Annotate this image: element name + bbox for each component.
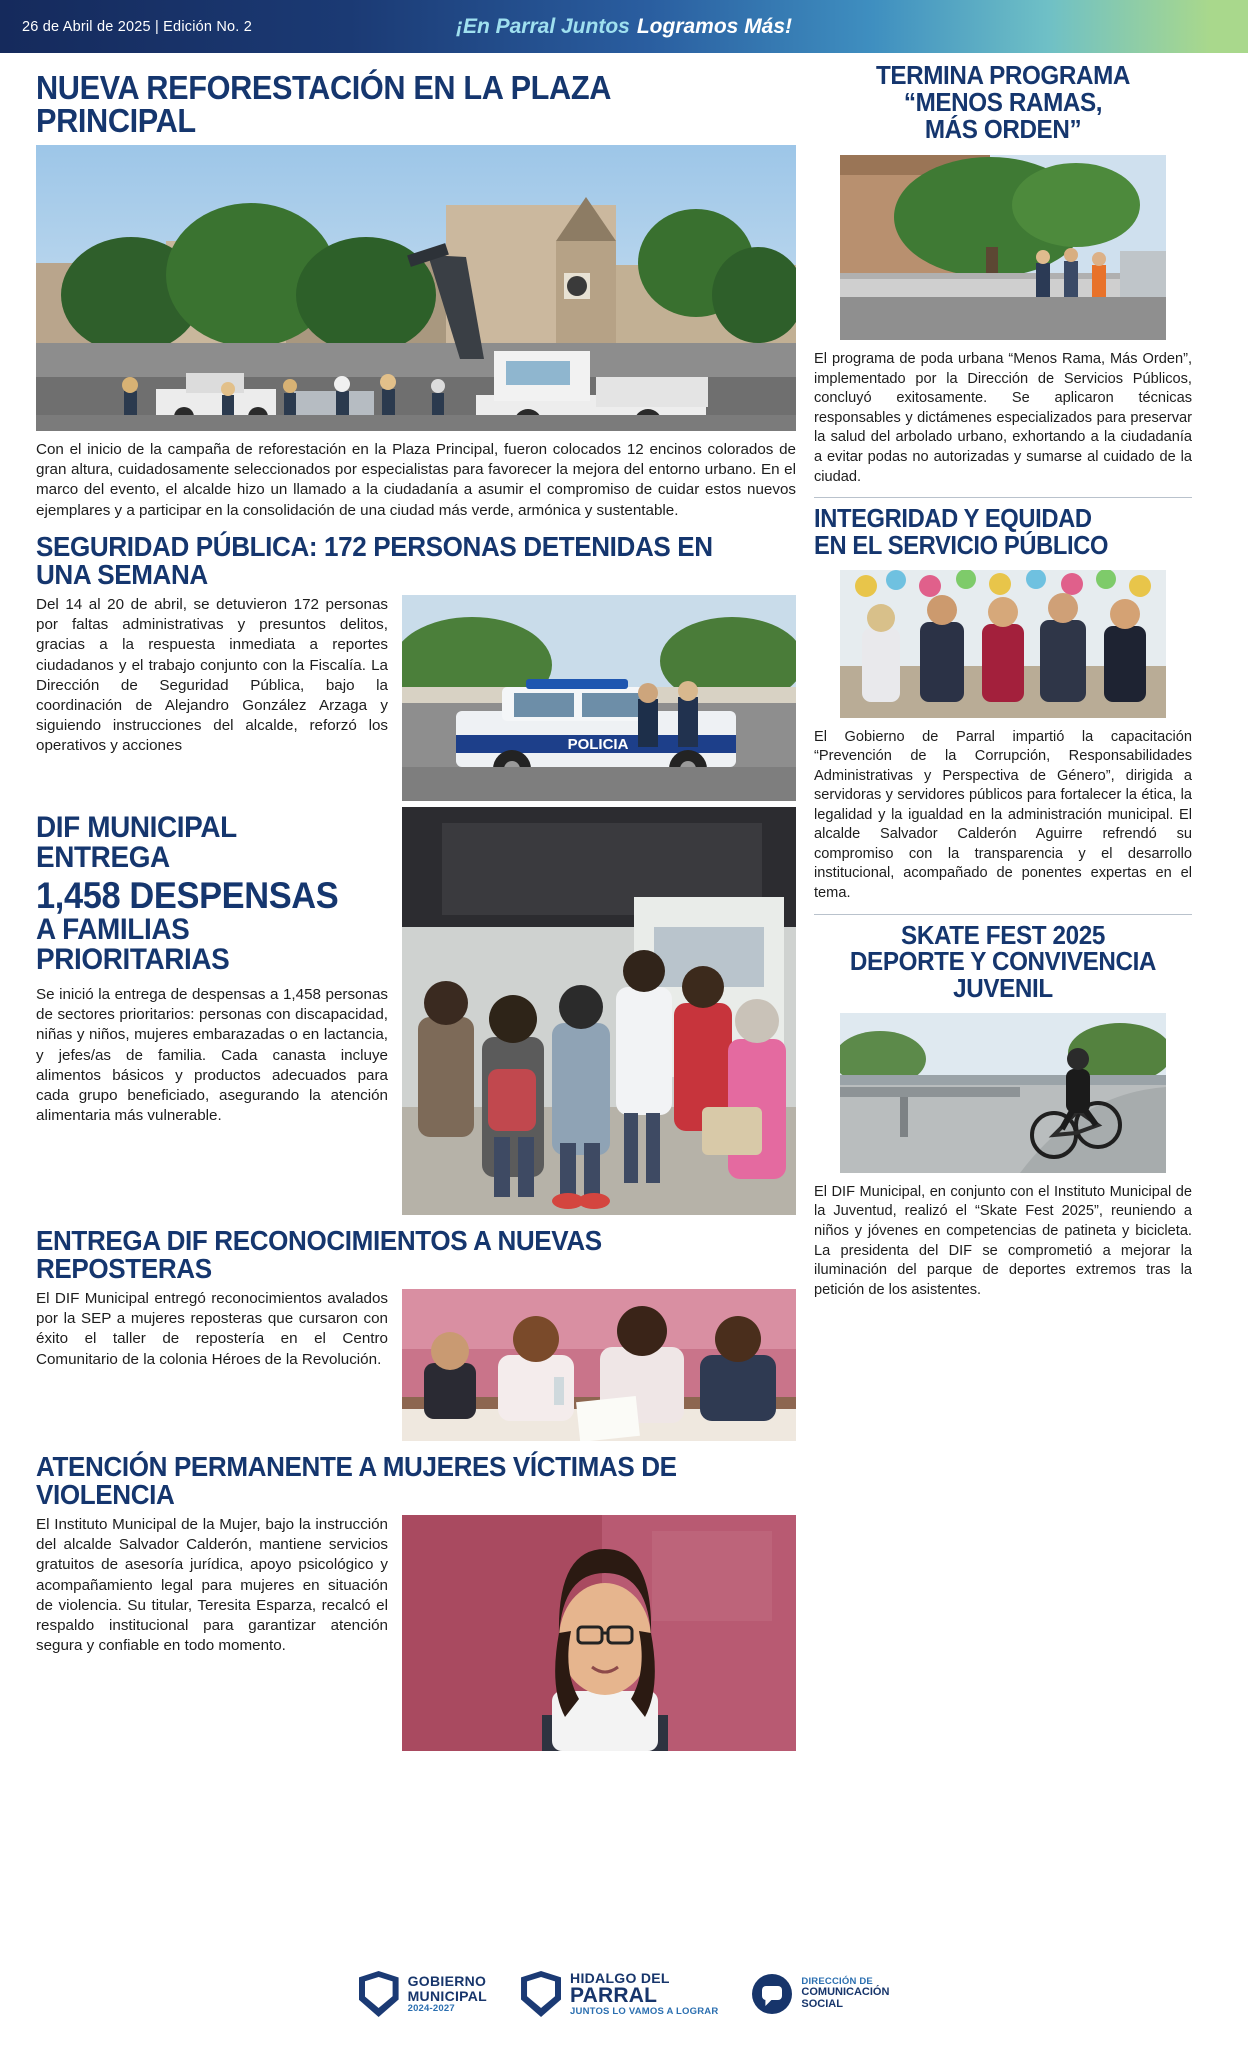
logo1-line1: GOBIERNO	[407, 1973, 487, 1990]
photo-poda	[840, 155, 1166, 340]
article-despensas	[36, 807, 796, 1215]
footer-logos	[0, 1940, 1248, 2048]
photo-mujeres-graphic	[402, 1515, 796, 1751]
logo3-line1: DIRECCIÓN DE	[801, 1976, 873, 1988]
crest-parral-icon	[521, 1971, 561, 2017]
body-integridad: El Gobierno de Parral impartió la capacitación “Prevención de la Corrupción, Responsabilidades Administrativas y Perspectiva de Género”, dirigida a servidoras y servidores públicos para fortalecer la ética, la legalidad y la igualdad en la administración municipal. El alcalde Salvador Calderón Aguirre refrendó su compromiso con la transparencia y el desarrollo institucional, acompañado de ponentes expertas en el tema.	[814, 728, 1192, 902]
article-seguridad	[36, 530, 796, 801]
logo3-line3: SOCIAL	[801, 1997, 843, 2010]
article-reforestacion	[36, 71, 796, 521]
article-reposteras	[36, 1224, 796, 1441]
photo-despensas	[402, 807, 796, 1215]
photo-reposteras	[402, 1289, 796, 1441]
masthead-slogan	[456, 15, 792, 39]
body-seguridad: Del 14 al 20 de abril, se detuvieron 172 personas por faltas administrativas y presuntos delitos, gracias a la respuesta inmediata a reportes ciudadanos y el trabajo conjunto con la Fiscalía. La Dirección de Seguridad Pública, bajo la coordinación de Alejandro González Arzaga y siguiendo instrucciones del alcalde, reforzó los operativos y acciones	[36, 595, 388, 755]
article-skatefest	[814, 923, 1192, 1301]
headline-integridad-line2: EN EL SERVICIO PÚBLICO	[814, 531, 1109, 560]
svg-text:POLICIA: POLICIA	[567, 735, 629, 753]
body-reforestacion: Con el inicio de la campaña de reforestación en la Plaza Principal, fueron colocados 12 encinos colorados de gran altura, cuidadosamente seleccionados por especialistas para favorecer la mejora del entorno urbano. En el marco del evento, el alcalde hizo un llamado a la ciudadanía a asumir el compromiso de cuidar estos nuevos ejemplares y a participar en la consolidación de una ciudad más verde, armónica y sustentable.	[36, 441, 796, 519]
headline-mujeres: ATENCIÓN PERMANENTE A MUJERES VÍCTIMAS DE VIOLENCIA	[36, 1450, 677, 1510]
headline-skate-line1: SKATE FEST 2025	[901, 921, 1105, 950]
logo-hidalgo-del-parral	[521, 1971, 718, 2018]
headline-poda-line1: TERMINA PROGRAMA	[875, 62, 1131, 90]
article-mujeres	[36, 1450, 796, 1751]
right-column	[814, 63, 1192, 1751]
photo-despensas-graphic	[402, 807, 796, 1215]
body-skatefest: El DIF Municipal, en conjunto con el Instituto Municipal de la Juventud, realizó el “Skate Fest 2025”, reuniendo a niños y jóvenes en competencias de patineta y bicicleta. La presidenta del DIF se comprometió a mejorar la iluminación del parque de deportes extremos tras la petición de los asistentes.	[814, 1183, 1192, 1298]
photo-poda-graphic	[840, 155, 1166, 340]
logo2-line3: JUNTOS LO VAMOS A LOGRAR	[570, 2006, 719, 2018]
body-reposteras: El DIF Municipal entregó reconocimientos avalados por la SEP a mujeres reposteras que cursaron con éxito el taller de repostería en el Centro Comunitario de la colonia Héroes de la Revolución.	[36, 1289, 388, 1368]
headline-skate-line2: DEPORTE Y CONVIVENCIA	[849, 948, 1157, 977]
body-despensas: Se inició la entrega de despensas a 1,458 personas de sectores prioritarios: personas con discapacidad, niñas y niños, mujeres embarazadas o en lactancia, y jefes/as de familia. Cada canasta incluye alimentos básicos y productos adecuados para cada grupo beneficiado, asegurando la atención alimentaria más vulnerable.	[36, 985, 388, 1125]
headline-skate-line3: JUVENIL	[953, 975, 1053, 1004]
logo2-line1: HIDALGO DEL	[570, 1969, 670, 1986]
divider-1	[814, 497, 1192, 498]
logo-gobierno-municipal	[359, 1971, 487, 2017]
headline-despensas-line3: A FAMILIAS PRIORITARIAS	[36, 912, 230, 976]
photo-reposteras-graphic	[402, 1289, 796, 1441]
headline-reposteras: ENTREGA DIF RECONOCIMIENTOS A NUEVAS REPOSTERAS	[36, 1224, 602, 1284]
headline-poda-line3: MÁS ORDEN”	[924, 115, 1082, 144]
slogan-part1: ¡En Parral Juntos	[455, 14, 630, 38]
edition-date: 26 de Abril de 2025 | Edición No. 2	[22, 18, 253, 35]
masthead	[0, 0, 1248, 53]
body-poda: El programa de poda urbana “Menos Rama, Más Orden”, implementado por la Dirección de Servicios Públicos, concluyó exitosamente. Se aplicaron técnicas responsables y dictámenes especializados para preservar la salud del arbolado urbano, exhortando a la ciudadanía a evitar podas no autorizadas y sumarse al cuidado de la ciudad.	[814, 351, 1192, 485]
crest-icon	[359, 1971, 399, 2017]
headline-despensas-line2: 1,458 DESPENSAS	[36, 874, 339, 916]
photo-skatefest-graphic	[840, 1013, 1166, 1173]
content-area	[0, 53, 1248, 1751]
headline-integridad-line1: INTEGRIDAD Y EQUIDAD	[814, 505, 1092, 534]
logo3-line2: COMUNICACIÓN	[801, 1986, 890, 1999]
photo-reforestacion	[36, 145, 796, 431]
article-integridad	[814, 506, 1192, 903]
photo-seguridad-graphic	[402, 595, 796, 801]
photo-mujeres	[402, 1515, 796, 1751]
logo2-line2: PARRAL	[570, 1984, 658, 2008]
photo-reforestacion-graphic	[36, 145, 796, 431]
headline-despensas-line1: DIF MUNICIPAL ENTREGA	[36, 810, 237, 874]
slogan-part2: Logramos Más!	[636, 14, 793, 38]
photo-integridad-graphic	[840, 570, 1166, 718]
photo-skatefest	[840, 1013, 1166, 1173]
headline-reforestacion: NUEVA REFORESTACIÓN EN LA PLAZA PRINCIPAL	[36, 69, 610, 139]
left-column	[36, 63, 796, 1751]
logo1-line2: MUNICIPAL	[407, 1988, 488, 2005]
headline-poda-line2: “MENOS RAMAS,	[903, 88, 1103, 117]
article-poda	[814, 63, 1192, 487]
headline-seguridad: SEGURIDAD PÚBLICA: 172 PERSONAS DETENIDAS EN UNA SEMANA	[36, 530, 713, 590]
divider-2	[814, 914, 1192, 915]
logo-comunicacion-social	[752, 1974, 889, 2014]
logo1-line3: 2024-2027	[407, 2002, 455, 2014]
photo-seguridad	[402, 595, 796, 801]
body-mujeres: El Instituto Municipal de la Mujer, bajo la instrucción del alcalde Salvador Calderón, mantiene servicios gratuitos de asesoría jurídica, apoyo psicológico y acompañamiento legal para mujeres en situación de violencia. Su titular, Teresita Esparza, recalcó el respaldo institucional para garantizar atención segura y confiable en todo momento.	[36, 1515, 388, 1655]
speech-bubble-icon	[752, 1974, 792, 2014]
photo-integridad	[840, 570, 1166, 718]
